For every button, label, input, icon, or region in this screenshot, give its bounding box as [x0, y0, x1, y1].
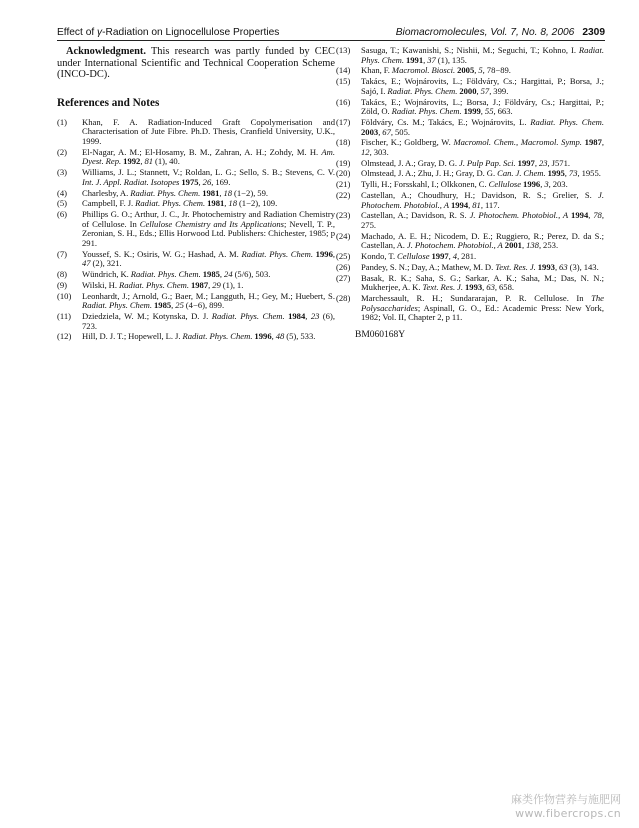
reference-text: 25 [175, 300, 184, 311]
reference-text: , [208, 279, 213, 290]
reference-item [336, 98, 604, 117]
reference-text: , 78−89. [482, 65, 511, 76]
reference-text: , J571. [547, 157, 571, 168]
reference-text: 81 [472, 199, 481, 210]
reference-number: (14) [336, 65, 351, 76]
reference-item [57, 250, 335, 269]
reference-text: , [378, 126, 383, 137]
reference-text: Olmstead, J. A.; Zhu, J. H.; Gray, D. G. [361, 168, 498, 179]
reference-text: Radiat. Phys. Chem. [130, 187, 201, 198]
reference-text: 1996 [315, 248, 333, 259]
reference-text: 1984 [288, 310, 306, 321]
reference-text: Can. J. Chem. [497, 168, 546, 179]
reference-text: Sasuga, T.; Kawanishi, S.; Nishii, M.; Seguchi, T.; Kohno, I. [361, 45, 579, 55]
reference-text: Radiat. Phys. Chem. [118, 279, 189, 290]
reference-text: Radiat. Phys. Chem. [241, 248, 313, 259]
reference-item [336, 263, 604, 273]
reference-text: Dziedziela, W. M.; Kotynska, D. J. [82, 310, 212, 321]
reference-text: Cellulose [488, 179, 522, 190]
reference-text: Machado, A. E. H.; Nicodem, D. E.; Ruggiero, R.; Perez, D. da S.; Castellan, A. [361, 230, 604, 251]
reference-text: , 275. [361, 210, 604, 230]
reference-text: 1981 [202, 187, 220, 198]
reference-number: (5) [57, 198, 68, 209]
reference-number: (16) [336, 96, 351, 107]
reference-text: , 658. [494, 282, 515, 293]
reference-text: Phillips G. O.; Arthur, J. C., Jr. Photochemistry and Radiation Chemistry of Cellulose. In [82, 209, 335, 229]
reference-text: 67 [382, 126, 391, 137]
reference-text: 4 [452, 251, 458, 262]
reference-text: (5), 533. [284, 331, 316, 342]
reference-text: (4−6), 899. [183, 300, 225, 311]
reference-text: 29 [212, 279, 221, 290]
reference-item [336, 180, 604, 190]
reference-text: 55 [484, 106, 494, 117]
reference-number: (8) [57, 269, 68, 279]
reference-text: Castellan, A.; Davidson, R. S. [361, 210, 470, 221]
reference-text: 2005 [457, 65, 475, 76]
reference-text: Charlesby, A. [82, 187, 131, 198]
reference-item [336, 191, 604, 210]
page-number: 2309 [582, 27, 605, 38]
reference-number: (27) [336, 272, 351, 283]
reference-number: (15) [336, 76, 351, 87]
reference-text: 1994 [571, 210, 589, 221]
reference-text: Khan, F. A. Radiation-Induced Graft Copolymerisation and Characterisation of Jute Fibre. Ph.D. Thesis, Cranfield University, U.K., 1999. [82, 116, 335, 146]
article-title-header [57, 27, 279, 39]
reference-text: 1987 [584, 137, 602, 148]
reference-list-right [336, 46, 604, 323]
journal-citation: Biomacromolecules, Vol. 7, No. 8, 2006 [395, 27, 575, 38]
reference-text: , [480, 106, 485, 117]
reference-item [336, 77, 604, 96]
reference-text: Radiat. Phys. Chem. [361, 45, 604, 65]
reference-text: (5/6), 503. [232, 269, 271, 279]
reference-text: 1999 [463, 106, 481, 117]
reference-text: (2), 321. [90, 258, 122, 269]
reference-text: Williams, J. L.; Stannett, V.; Roldan, L. G.; Sello, S. B.; Stevens, C. V. [82, 167, 335, 178]
reference-item [57, 281, 335, 291]
reference-text: , [305, 310, 311, 321]
reference-item [336, 294, 604, 323]
reference-number: (21) [336, 179, 351, 190]
reference-text: Wündrich, K. [82, 269, 131, 279]
reference-text: 18 [228, 198, 237, 209]
reference-text: Am. Dyest. Rep. [82, 146, 335, 167]
reference-text: 47 [82, 258, 91, 269]
reference-item [57, 148, 335, 167]
reference-number: (3) [57, 167, 68, 178]
reference-text: , [601, 137, 605, 148]
reference-text: , [474, 65, 479, 76]
reference-text: 26 [202, 176, 212, 187]
reference-text: 63 [559, 261, 568, 272]
reference-text: 1997 [431, 251, 449, 262]
reference-text: Radiat. Phys. Chem. [387, 85, 458, 96]
reference-text: J. Photochem. Photobiol., A [469, 210, 569, 221]
reference-text: 23 [538, 157, 548, 168]
reference-text: Radiat. Phys. Chem. [182, 331, 253, 342]
reference-text: , [521, 240, 527, 251]
reference-text: , [534, 157, 539, 168]
reference-number: (22) [336, 190, 351, 200]
reference-text: , [219, 187, 224, 198]
reference-text: 63 [486, 282, 495, 293]
reference-text: Fischer, K.; Goldberg, W. [361, 137, 454, 148]
reference-text: 138 [526, 240, 539, 251]
reference-item [336, 274, 604, 293]
reference-text: 1987 [190, 279, 209, 290]
reference-item [336, 66, 604, 76]
reference-text: , 253. [538, 240, 559, 251]
reference-text: , 117. [480, 199, 500, 210]
reference-text: , [468, 199, 473, 210]
reference-number: (13) [336, 45, 351, 55]
reference-number: (26) [336, 261, 351, 272]
reference-item [336, 138, 604, 157]
reference-text: Radiat. Phys. Chem. [135, 198, 206, 209]
reference-text: (3), 143. [567, 261, 599, 272]
reference-text: , 303. [369, 146, 389, 157]
reference-item [336, 252, 604, 262]
reference-text: 81 [144, 156, 154, 167]
reference-text: , [564, 168, 569, 179]
reference-text: (1), 1. [220, 279, 244, 290]
reference-text: , 1955. [577, 168, 601, 179]
reference-item [336, 232, 604, 251]
reference-text: 2003 [361, 126, 379, 137]
reference-text: (1), 40. [153, 156, 180, 167]
acknowledgment-heading: Acknowledgment. [66, 46, 146, 57]
reference-text: Text. Res. J. [422, 282, 464, 293]
reference-text: ; Aspinall, G. O., Ed.: Academic Press: New York, 1982; Vol. II, Chapter 2, p 11. [361, 302, 604, 323]
reference-text: Takács, E.; Wojnárovits, L.; Borsa, J.; Földváry, Cs.; Hargittai, P.; Zöld, O. [361, 96, 604, 117]
reference-item [336, 118, 604, 137]
reference-text: 78 [593, 210, 602, 221]
watermark [501, 793, 621, 820]
title-prefix: Effect of [57, 27, 98, 38]
reference-text: ; Nevell, T. P., Zeronian, S. H., Eds.; Ellis Horwood Ltd. Publishers: Chichester, 1985; p 291. [82, 218, 335, 248]
reference-text: , 505. [390, 126, 411, 137]
reference-text: , [588, 210, 594, 221]
reference-text: , [171, 300, 176, 311]
reference-item [57, 270, 335, 280]
reference-text: , 281. [457, 251, 477, 262]
reference-item [57, 168, 335, 187]
journal-header [396, 27, 605, 39]
reference-text: 48 [275, 331, 285, 342]
reference-number: (1) [57, 116, 68, 127]
reference-text: J. Pulp Pap. Sci. [459, 157, 516, 168]
reference-text: J. Photochem. Photobiol., A [406, 240, 503, 251]
watermark-site-name: 麻类作物营养与施肥网 [511, 793, 621, 806]
reference-text: Macromol. Chem., Macromol. Symp. [453, 137, 582, 148]
reference-number: (25) [336, 251, 351, 262]
reference-text: Radiat. Phys. Chem. [130, 269, 201, 279]
reference-text: Marchessault, R. H.; Sundararajan, P. R. Cellulose. In [361, 293, 592, 304]
reference-item [57, 332, 335, 342]
reference-text: 24 [224, 269, 233, 279]
title-suffix: -Radiation on Lignocellulose Properties [102, 27, 280, 38]
reference-text: Macromol. Biosci. [391, 65, 456, 76]
reference-item [57, 199, 335, 209]
reference-text: 1993 [464, 282, 483, 293]
reference-item [336, 211, 604, 230]
reference-list-left [57, 118, 335, 342]
reference-text: Tylli, H.; Forsskahl, I.; Olkkonen, C. [361, 179, 489, 190]
reference-text: 5 [478, 65, 483, 76]
title-gamma: γ [97, 27, 103, 38]
reference-text: Hill, D. J. T.; Hopewell, L. J. [82, 331, 183, 342]
reference-text: Text. Res. J. [495, 261, 536, 272]
reference-text: 1985 [153, 300, 172, 311]
reference-text: Földváry, Cs. M.; Takács, E.; Wojnárovits, L. [361, 116, 531, 127]
reference-text: 2000 [459, 85, 477, 96]
reference-text: 1992 [123, 156, 141, 167]
references-heading: References and Notes [57, 96, 160, 109]
right-column [336, 46, 604, 340]
reference-text: Takács, E.; Wojnárovits, L.; Földváry, Cs.; Hargittai, P.; Borsa, J.; Sajó, I. [361, 76, 604, 96]
reference-text: 1996 [523, 179, 541, 190]
reference-text: J. Photochem. Photobiol., A [361, 190, 604, 210]
reference-text: 18 [223, 187, 233, 198]
reference-text: , [423, 54, 428, 65]
reference-text: , 203. [548, 179, 568, 190]
reference-text: Radiat. Phys. Chem. [82, 300, 153, 311]
reference-item [57, 189, 335, 199]
reference-text: 37 [427, 54, 436, 65]
reference-text: (1−2), 109. [237, 198, 278, 209]
reference-text: Kondo, T. [361, 251, 398, 262]
reference-text: , [224, 198, 229, 209]
reference-text: , [554, 261, 560, 272]
reference-text: Int. J. Appl. Radiat. Isotopes [82, 176, 180, 187]
reference-text: , [271, 331, 276, 342]
reference-number: (12) [57, 331, 72, 342]
reference-text: 1997 [517, 157, 535, 168]
reference-text: Wilski, H. [82, 279, 119, 290]
reference-text: 57 [480, 85, 490, 96]
reference-item [336, 159, 604, 169]
reference-text: , 169. [211, 176, 231, 187]
reference-number: (11) [57, 310, 71, 321]
reference-text: 2001 [504, 240, 522, 251]
reference-text: El-Nagar, A. M.; El-Hosamy, B. M., Zahran, A. H.; Zohdy, M. H. [82, 146, 322, 157]
reference-number: (7) [57, 248, 68, 259]
reference-text: Leonhardt, J.; Arnold, G.; Baer, M.; Langguth, H.; Gey, M.; Huebert, S. [82, 290, 335, 301]
reference-number: (18) [336, 137, 351, 148]
reference-text: 12 [361, 146, 370, 157]
reference-text: , 663. [493, 106, 513, 117]
reference-item [57, 312, 335, 331]
reference-number: (9) [57, 279, 68, 290]
reference-text: , [540, 179, 545, 190]
reference-text: Radiat. Phys. Chem. [211, 310, 285, 321]
reference-text: , [140, 156, 145, 167]
reference-item [57, 118, 335, 147]
reference-text: 1985 [202, 269, 220, 279]
reference-text: The Polysaccharides [361, 293, 604, 313]
reference-text: Olmstead, J. A.; Gray, D. G. [361, 157, 460, 168]
reference-number: (4) [57, 187, 68, 198]
reference-text: Castellan, A.; Choudhury, H.; Davidson, R. S.; Grelier, S. [361, 190, 599, 200]
reference-text: 1995 [547, 168, 565, 179]
reference-number: (24) [336, 230, 351, 241]
reference-number: (19) [336, 157, 351, 168]
acknowledgment-text: This research was partly funded by CEC under International Scientific and Technical Cooperation Scheme (INCO-DC). [57, 46, 335, 81]
reference-number: (10) [57, 290, 72, 301]
reference-text: Cellulose [397, 251, 430, 262]
reference-text: 1996 [254, 331, 272, 342]
reference-text: Cellulose Chemistry and Its Applications [139, 218, 285, 229]
reference-text: , [332, 248, 336, 259]
reference-text: Radiat. Phys. Chem. [391, 106, 462, 117]
reference-text: Pandey, S. N.; Day, A.; Mathew, M. D. [361, 261, 496, 272]
reference-text: Radiat. Phys. Chem. [530, 116, 605, 127]
reference-text: 1994 [450, 199, 469, 210]
reference-text: , [198, 176, 203, 187]
reference-text: 1981 [207, 198, 225, 209]
reference-text: 1993 [537, 261, 555, 272]
watermark-url: www.fibercrops.cn [515, 807, 621, 820]
reference-text: 73 [568, 168, 578, 179]
document-id: BM060168Y [355, 329, 406, 340]
reference-text: 23 [310, 310, 320, 321]
reference-number: (23) [336, 210, 351, 221]
reference-text: (1−2), 59. [232, 187, 269, 198]
reference-text: Campbell, F. J. [82, 198, 136, 209]
reference-text: (1), 135. [435, 54, 467, 65]
reference-text: , [482, 282, 487, 293]
reference-number: (2) [57, 146, 68, 157]
acknowledgment [57, 46, 335, 81]
reference-number: (6) [57, 209, 68, 220]
reference-text: , [219, 269, 225, 279]
reference-text: , [476, 85, 481, 96]
reference-text: 1975 [181, 176, 199, 187]
reference-text: 3 [544, 179, 549, 190]
reference-number: (28) [336, 293, 351, 304]
reference-text: (6), 723. [82, 310, 335, 331]
reference-number: (20) [336, 168, 351, 179]
reference-text: , 399. [489, 85, 509, 96]
running-head [57, 27, 605, 41]
reference-text: Basak, R. K.; Saha, S. G.; Sarkar, A. K.; Saha, M.; Das, N. N.; Mukherjee, A. K. [361, 272, 604, 293]
left-column [57, 46, 335, 343]
reference-item [336, 169, 604, 179]
reference-item [336, 46, 604, 65]
reference-text: , [448, 251, 453, 262]
reference-text: 1991 [405, 54, 424, 65]
reference-item [57, 210, 335, 248]
reference-number: (17) [336, 116, 351, 127]
reference-item [57, 292, 335, 311]
reference-text: Khan, F. [361, 65, 392, 76]
reference-text: Youssef, S. K.; Osiris, W. G.; Hashad, A. M. [82, 248, 242, 259]
